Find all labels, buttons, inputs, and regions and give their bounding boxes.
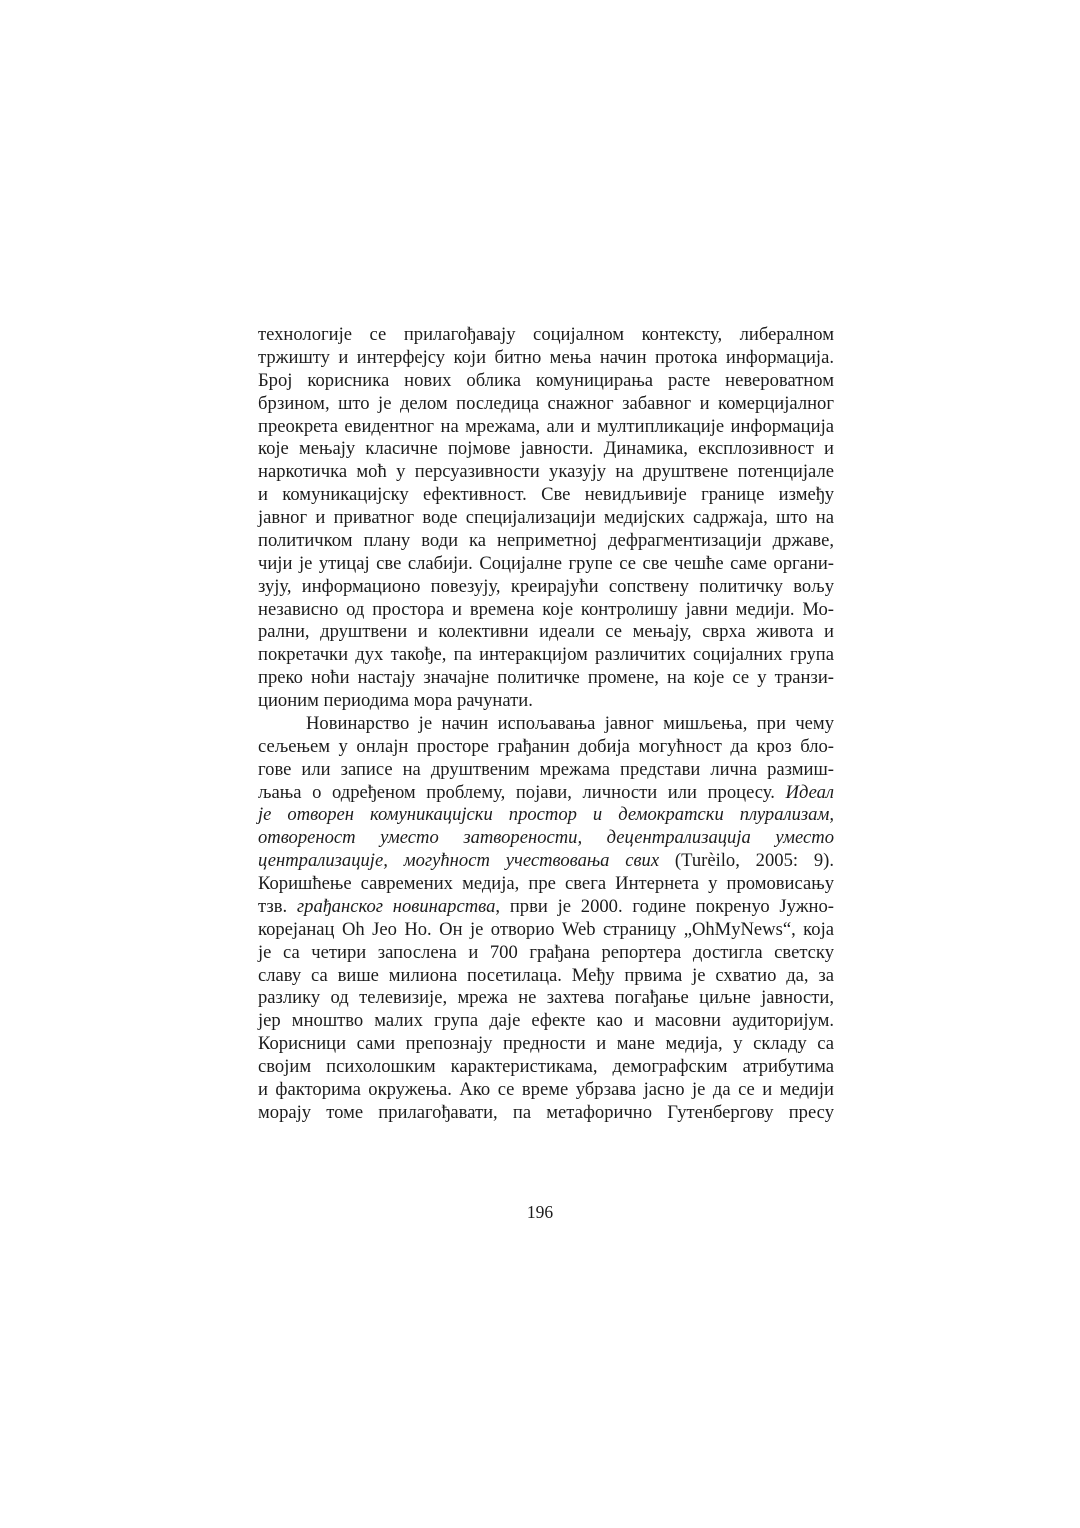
text-run: технологије се прилагођавају социјалном контексту, либералном <box>258 324 834 345</box>
text-line <box>258 1102 834 1125</box>
text-run: јавног и приватног воде специјализацији медијских садржаја, што на <box>258 507 834 528</box>
text-line <box>258 667 834 690</box>
text-line <box>258 850 834 873</box>
text-line <box>258 690 834 713</box>
paragraph <box>258 713 834 1125</box>
text-run: својим психолошким карактеристикама, демографским атрибутима <box>258 1056 834 1077</box>
text-line <box>258 553 834 576</box>
text-run: славу са више милиона посетилаца. Међу првима је схватио да, за <box>258 964 834 986</box>
italic-text: је отворен комуникацијски простор и демократски плурализам, <box>258 804 834 826</box>
text-line <box>258 347 834 370</box>
text-run: и факторима окружења. Ако се време убрзава јасно је да се и медији <box>258 1078 834 1100</box>
text-run: Коришћење савремених медија, пре свега Интернета у промовисању <box>258 873 834 894</box>
text-line <box>258 599 834 622</box>
text-line <box>258 1010 834 1033</box>
text-line <box>258 782 834 805</box>
text-run: јер мноштво малих група даје ефекте као и масовни аудиторијум. <box>258 1010 834 1032</box>
text-line <box>258 484 834 507</box>
text-line <box>258 804 834 827</box>
text-line <box>258 621 834 644</box>
italic-text: грађанског новинарства <box>296 895 496 917</box>
text-line <box>258 873 834 896</box>
text-line <box>258 416 834 439</box>
text-run: које мењају класичне појмове јавности. Динамика, експлозивност и <box>258 438 834 460</box>
text-run: преокрета евидентног на мрежама, али и мултипликације информација <box>258 415 834 437</box>
text-line <box>258 827 834 850</box>
text-run: (Turèilo, 2005: 9). <box>659 850 834 872</box>
text-run: и комуникацијску ефективност. Све невидљивије границе између <box>258 484 834 506</box>
italic-text: централизације, могућност учествовања свих <box>258 850 660 872</box>
text-line <box>258 713 834 736</box>
text-run: љања о одређеном проблему, појави, личности или процесу. <box>258 781 786 803</box>
text-run: преко ноћи настају значајне политичке промене, на које се у транзи- <box>258 667 834 689</box>
text-run: ционим периодима мора рачунати. <box>258 690 533 711</box>
text-run: тзв. <box>258 895 297 917</box>
text-run: зују, информационо повезују, креирајући сопствену политичку вољу <box>258 575 834 597</box>
text-run: Корисници сами препознају предности и мане медија, у складу са <box>258 1033 834 1055</box>
text-line <box>258 1056 834 1079</box>
page-number: 196 <box>526 1202 554 1222</box>
text-line <box>258 1079 834 1102</box>
text-run: тржишту и интерфејсу који битно мења начин протока информација. <box>258 346 834 368</box>
text-line <box>258 919 834 942</box>
text-run: чији је утицај све слабији. Социјалне групе се све чешће саме органи- <box>258 552 834 574</box>
text-run: разлику од телевизије, мрежа не захтева погађање циљне јавности, <box>258 987 834 1009</box>
text-line <box>258 507 834 530</box>
text-line <box>258 461 834 484</box>
text-line <box>258 942 834 965</box>
text-run: Број корисника нових облика комуницирања расте невероватном <box>258 369 834 391</box>
text-line <box>258 965 834 988</box>
text-line <box>258 759 834 782</box>
text-line <box>258 896 834 919</box>
text-run: независно од простора и времена које контролишу јавни медији. Мо- <box>258 598 834 620</box>
text-run: морају томе прилагођавати, па метафорично Гутенбергову пресу <box>258 1101 834 1123</box>
text-line <box>258 324 834 347</box>
text-line <box>258 736 834 759</box>
text-line <box>258 1033 834 1056</box>
text-line <box>258 644 834 667</box>
text-line <box>258 438 834 461</box>
text-run: је са четири запослена и 700 грађана репортера достигла светску <box>258 941 834 963</box>
text-run: Новинарство је начин испољавања јавног мишљења, при чему <box>306 712 834 734</box>
italic-text: Идеал <box>785 781 834 803</box>
text-run: политичком плану води ка неприметној дефрагментизацији државе, <box>258 529 834 551</box>
text-line <box>258 987 834 1010</box>
text-run: гове или записе на друштвеним мрежама представи лична размиш- <box>258 758 834 780</box>
text-run: рални, друштвени и колективни идеали се мењају, сврха живота и <box>258 621 834 643</box>
text-line <box>258 576 834 599</box>
paragraph <box>258 324 834 713</box>
text-run: , први је 2000. године покренуо Јужно- <box>495 895 834 917</box>
text-run: брзином, што је делом последица снажног забавног и комерцијалног <box>258 392 834 414</box>
text-line <box>258 393 834 416</box>
text-run: сељењем у онлајн просторе грађанин добија могућност да кроз бло- <box>258 735 834 757</box>
text-line <box>258 370 834 393</box>
text-line <box>258 530 834 553</box>
body-text <box>258 324 834 1125</box>
text-run: наркотичка моћ у персуазивности указују на друштвене потенцијале <box>258 461 834 483</box>
text-run: покретачки дух такође, па интеракцијом различитих социјалних група <box>258 644 834 666</box>
italic-text: отвореност уместо затворености, децентрализација уместо <box>258 827 834 849</box>
text-run: корејанац Oh Jeo Ho. Он је отворио Web страницу „OhMyNews“, која <box>258 918 834 940</box>
